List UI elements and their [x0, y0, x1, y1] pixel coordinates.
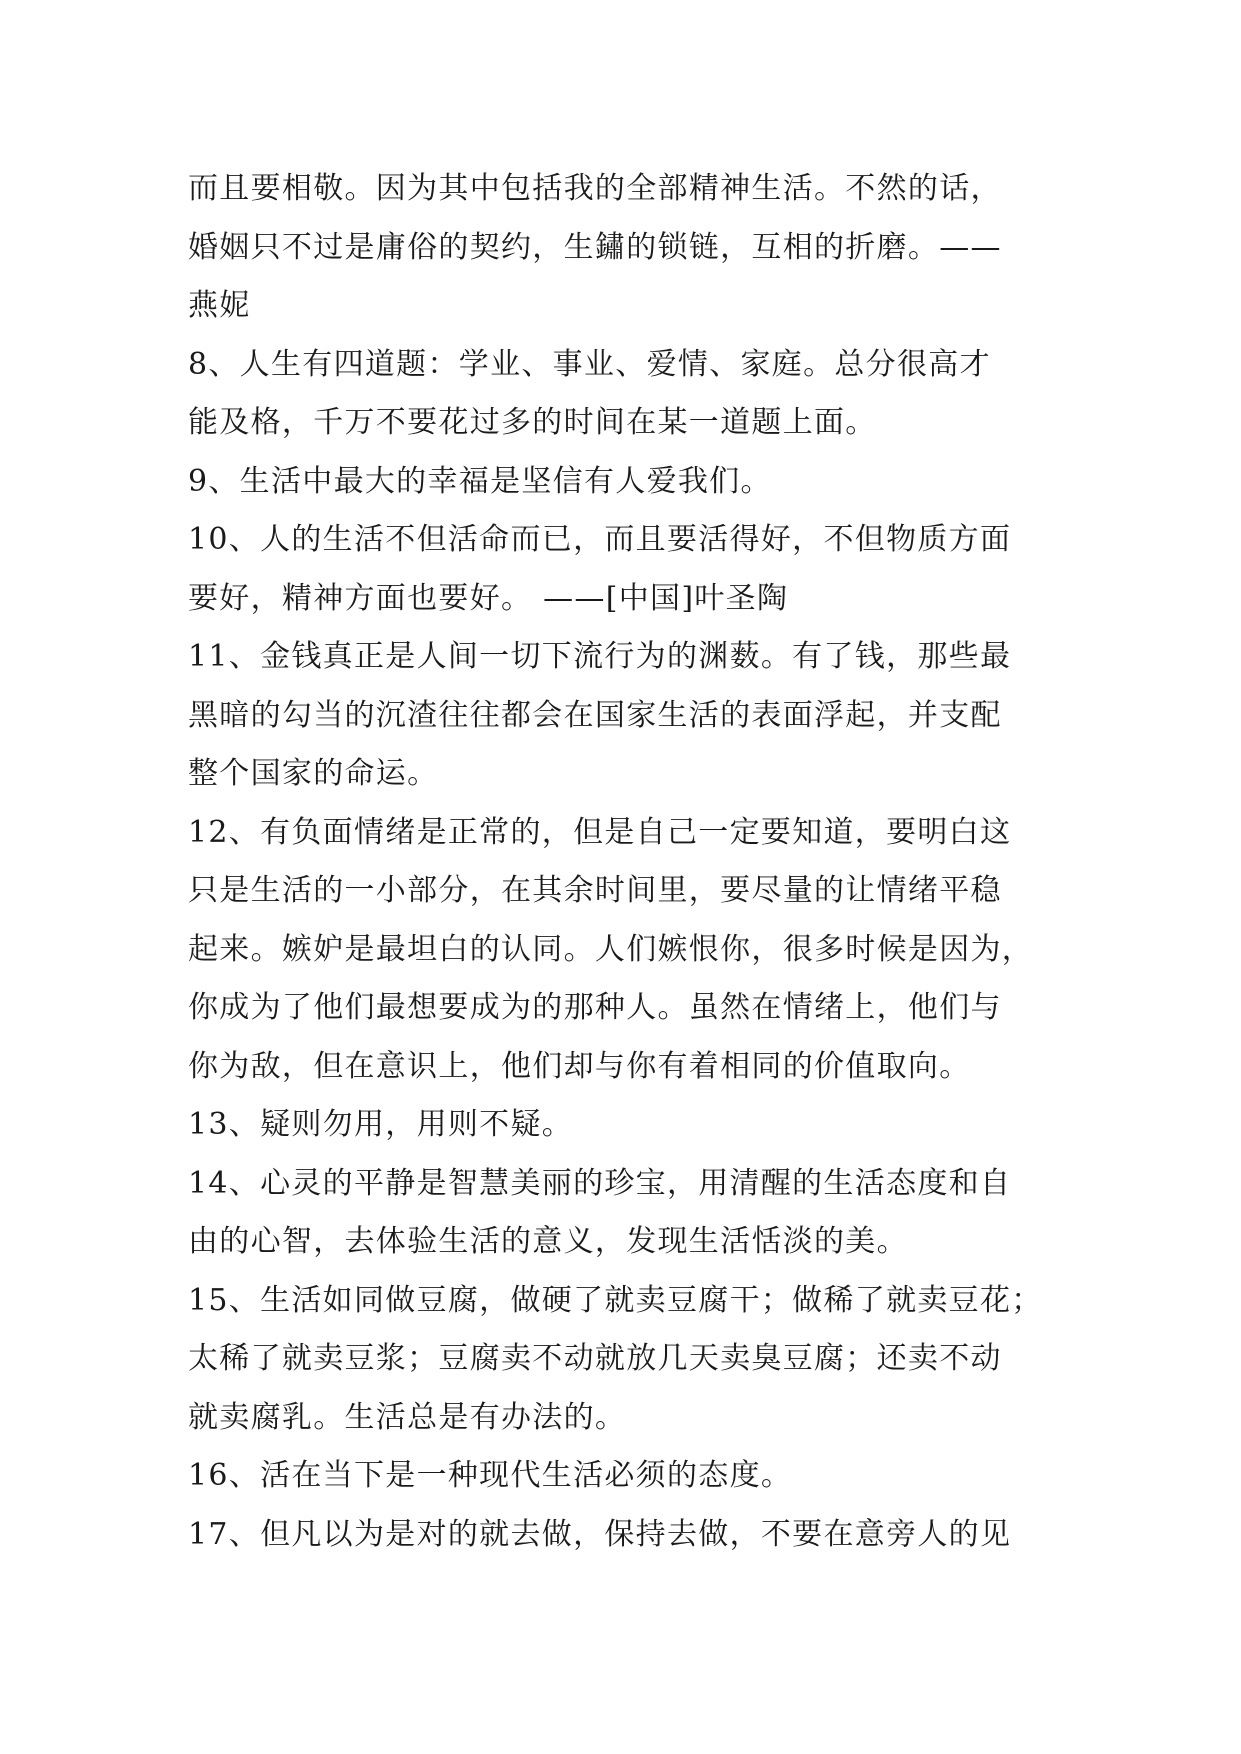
text-line: 10、人的生活不但活命而已，而且要活得好，不但物质方面 [188, 522, 1012, 557]
text-line: 能及格，千万不要花过多的时间在某一道题上面。 [188, 405, 877, 440]
text-line: 17、但凡以为是对的就去做，保持去做，不要在意旁人的见 [188, 1516, 1012, 1552]
text-line: 11、金钱真正是人间一切下流行为的渊薮。有了钱，那些最 [188, 639, 1012, 674]
text-line: 婚姻只不过是庸俗的契约，生鏽的锁链，互相的折磨。—— [188, 229, 1002, 265]
text-line: 14、心灵的平静是智慧美丽的珍宝，用清醒的生活态度和自 [188, 1165, 1012, 1201]
text-line: 整个国家的命运。 [188, 756, 439, 791]
text-line: 12、有负面情绪是正常的，但是自己一定要知道，要明白这 [188, 814, 1012, 850]
text-line: 黑暗的勾当的沉渣往往都会在国家生活的表面浮起，并支配 [188, 697, 1002, 733]
text-line: 由的心智，去体验生活的意义，发现生活恬淡的美。 [188, 1224, 908, 1259]
text-line: 燕妮 [188, 288, 251, 323]
text-line: 8、人生有四道题：学业、事业、爱情、家庭。总分很高才 [188, 346, 991, 382]
text-line: 15、生活如同做豆腐，做硬了就卖豆腐干；做稀了就卖豆花； [188, 1282, 1043, 1318]
document-body [188, 160, 1068, 1564]
text-line: 13、疑则勿用，用则不疑。 [188, 1107, 574, 1142]
text-line: 你为敌，但在意识上，他们却与你有着相同的价值取向。 [188, 1048, 971, 1084]
text-line: 要好，精神方面也要好。 ——[中国]叶圣陶 [188, 580, 789, 616]
text-line: 只是生活的一小部分，在其余时间里，要尽量的让情绪平稳 [188, 873, 1002, 908]
text-line: 起来。嫉妒是最坦白的认同。人们嫉恨你，很多时候是因为， [188, 931, 1034, 967]
text-line: 16、活在当下是一种现代生活必须的态度。 [188, 1458, 793, 1493]
text-line: 而且要相敬。因为其中包括我的全部精神生活。不然的话， [188, 171, 1002, 206]
text-line: 就卖腐乳。生活总是有办法的。 [188, 1399, 627, 1435]
text-line: 9、生活中最大的幸福是坚信有人爱我们。 [188, 463, 772, 499]
text-line: 太稀了就卖豆浆；豆腐卖不动就放几天卖臭豆腐；还卖不动 [188, 1341, 1002, 1376]
text-line: 你成为了他们最想要成为的那种人。虽然在情绪上，他们与 [188, 990, 1002, 1025]
